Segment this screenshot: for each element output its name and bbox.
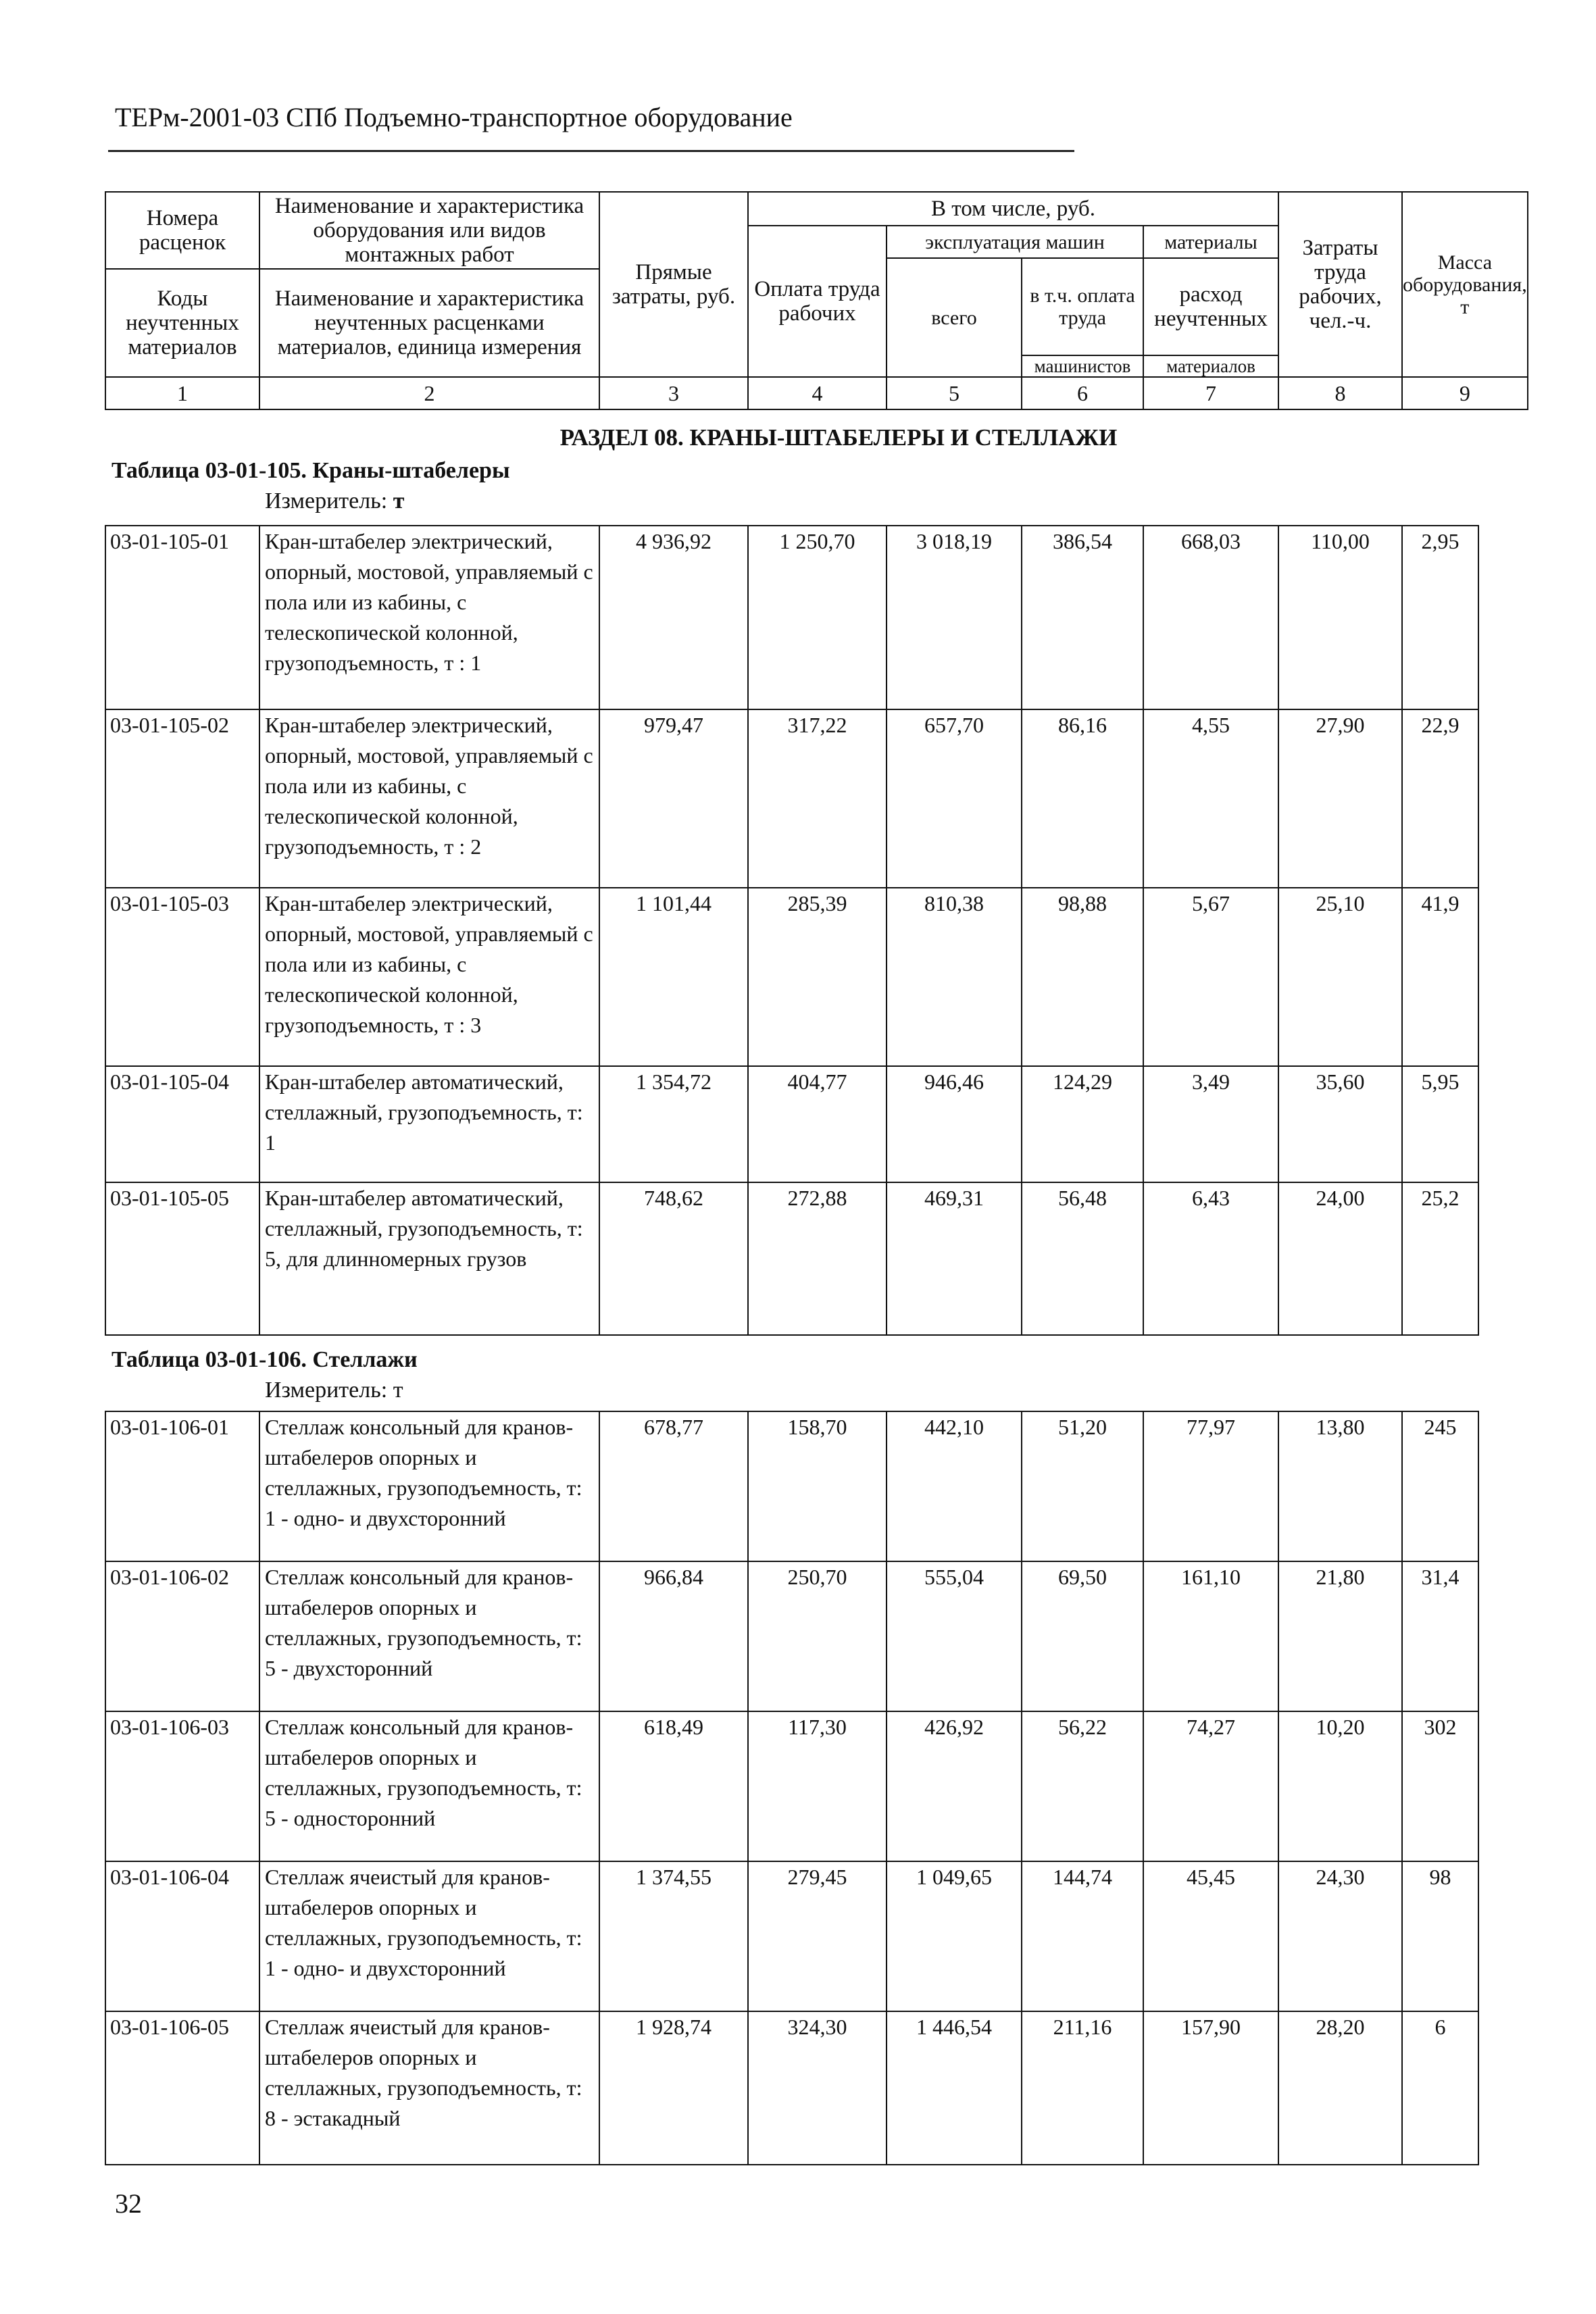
row-name: Стеллаж консольный для кранов-штабелеров опорных и стеллажных, грузоподъемность, т: 5 - односторонний <box>259 1711 599 1861</box>
header-pryamye: Прямые затраты, руб. <box>599 192 748 377</box>
table-106-measure: Измеритель: т <box>265 1378 403 1403</box>
row-oplata: 250,70 <box>748 1561 887 1711</box>
header-ekspl: эксплуатация машин <box>887 226 1143 258</box>
col-num: 5 <box>887 377 1022 409</box>
page-number: 32 <box>115 2188 142 2219</box>
row-vsego: 810,38 <box>887 888 1022 1066</box>
row-pryamye: 1 101,44 <box>599 888 748 1066</box>
header-rashod: расход неучтенных <box>1143 258 1278 355</box>
page-header-title: ТЕРм-2001-03 СПб Подъемно-транспортное оборудование <box>115 102 793 132</box>
row-vsego: 657,70 <box>887 709 1022 888</box>
row-pryamye: 748,62 <box>599 1182 748 1335</box>
header-vtom: В том числе, руб. <box>748 192 1278 226</box>
table-105-title: Таблица 03-01-105. Краны-штабелеры <box>111 458 510 483</box>
row-vsego: 426,92 <box>887 1711 1022 1861</box>
row-mat: 3,49 <box>1143 1066 1278 1182</box>
row-oplata: 404,77 <box>748 1066 887 1182</box>
row-mat: 74,27 <box>1143 1711 1278 1861</box>
row-code: 03-01-106-01 <box>105 1411 259 1561</box>
table-row <box>105 1411 1478 1561</box>
row-vsego: 3 018,19 <box>887 526 1022 709</box>
table-row <box>105 1066 1478 1182</box>
header-massa: Масса оборудования, т <box>1402 192 1528 377</box>
row-mat: 6,43 <box>1143 1182 1278 1335</box>
row-mash: 56,22 <box>1022 1711 1143 1861</box>
table-105 <box>105 525 1479 1336</box>
row-trud: 21,80 <box>1278 1561 1402 1711</box>
row-vsego: 442,10 <box>887 1411 1022 1561</box>
row-trud: 28,20 <box>1278 2011 1402 2165</box>
row-vsego: 1 049,65 <box>887 1861 1022 2011</box>
row-oplata: 279,45 <box>748 1861 887 2011</box>
row-mat: 161,10 <box>1143 1561 1278 1711</box>
col-num: 3 <box>599 377 748 409</box>
row-trud: 24,30 <box>1278 1861 1402 2011</box>
col-num: 7 <box>1143 377 1278 409</box>
header-rule <box>108 150 1074 152</box>
row-code: 03-01-106-04 <box>105 1861 259 2011</box>
row-trud: 13,80 <box>1278 1411 1402 1561</box>
row-oplata: 1 250,70 <box>748 526 887 709</box>
row-code: 03-01-105-01 <box>105 526 259 709</box>
row-pryamye: 966,84 <box>599 1561 748 1711</box>
row-name: Кран-штабелер автоматический, стеллажный, грузоподъемность, т: 5, для длинномерных грузов <box>259 1182 599 1335</box>
table-row <box>105 526 1478 709</box>
row-mash: 51,20 <box>1022 1411 1143 1561</box>
row-mash: 69,50 <box>1022 1561 1143 1711</box>
col-num: 9 <box>1402 377 1528 409</box>
row-name: Кран-штабелер автоматический, стеллажный, грузоподъемность, т: 1 <box>259 1066 599 1182</box>
table-row <box>105 1861 1478 2011</box>
table-row <box>105 1561 1478 1711</box>
row-trud: 10,20 <box>1278 1711 1402 1861</box>
header-naim-materials: Наименование и характеристика неучтенных расценками материалов, единица измерения <box>259 269 599 377</box>
table-row <box>105 1711 1478 1861</box>
row-mat: 668,03 <box>1143 526 1278 709</box>
row-pryamye: 1 928,74 <box>599 2011 748 2165</box>
row-mat: 157,90 <box>1143 2011 1278 2165</box>
row-code: 03-01-105-02 <box>105 709 259 888</box>
row-oplata: 272,88 <box>748 1182 887 1335</box>
row-code: 03-01-106-03 <box>105 1711 259 1861</box>
row-vsego: 1 446,54 <box>887 2011 1022 2165</box>
row-mash: 211,16 <box>1022 2011 1143 2165</box>
header-naim-works: Наименование и характеристика оборудования или видов монтажных работ <box>259 192 599 269</box>
table-row <box>105 1182 1478 1335</box>
row-code: 03-01-106-05 <box>105 2011 259 2165</box>
row-name: Стеллаж ячеистый для кранов-штабелеров опорных и стеллажных, грузоподъемность, т: 8 - эстакадный <box>259 2011 599 2165</box>
table-row <box>105 2011 1478 2165</box>
row-vsego: 469,31 <box>887 1182 1022 1335</box>
row-pryamye: 1 354,72 <box>599 1066 748 1182</box>
row-oplata: 324,30 <box>748 2011 887 2165</box>
row-name: Кран-штабелер электрический, опорный, мостовой, управляемый с пола или из кабины, с телескопической колонной, грузоподъемность, т : 3 <box>259 888 599 1066</box>
row-mat: 5,67 <box>1143 888 1278 1066</box>
column-header-table <box>105 191 1528 410</box>
col-num: 6 <box>1022 377 1143 409</box>
row-massa: 22,9 <box>1402 709 1478 888</box>
row-code: 03-01-105-05 <box>105 1182 259 1335</box>
row-trud: 110,00 <box>1278 526 1402 709</box>
row-name: Кран-штабелер электрический, опорный, мостовой, управляемый с пола или из кабины, с телескопической колонной, грузоподъемность, т : 1 <box>259 526 599 709</box>
row-vsego: 946,46 <box>887 1066 1022 1182</box>
row-massa: 31,4 <box>1402 1561 1478 1711</box>
header-vsego: всего <box>887 258 1022 377</box>
row-massa: 5,95 <box>1402 1066 1478 1182</box>
row-oplata: 117,30 <box>748 1711 887 1861</box>
row-oplata: 317,22 <box>748 709 887 888</box>
row-mash: 386,54 <box>1022 526 1143 709</box>
col-num: 8 <box>1278 377 1402 409</box>
row-name: Кран-штабелер электрический, опорный, мостовой, управляемый с пола или из кабины, с телескопической колонной, грузоподъемность, т : 2 <box>259 709 599 888</box>
row-name: Стеллаж консольный для кранов-штабелеров опорных и стеллажных, грузоподъемность, т: 5 - двухсторонний <box>259 1561 599 1711</box>
row-code: 03-01-106-02 <box>105 1561 259 1711</box>
row-pryamye: 678,77 <box>599 1411 748 1561</box>
row-oplata: 158,70 <box>748 1411 887 1561</box>
row-pryamye: 1 374,55 <box>599 1861 748 2011</box>
table-105-measure: Измеритель: т <box>265 488 405 513</box>
row-trud: 25,10 <box>1278 888 1402 1066</box>
row-mat: 45,45 <box>1143 1861 1278 2011</box>
table-row <box>105 709 1478 888</box>
row-trud: 24,00 <box>1278 1182 1402 1335</box>
row-massa: 25,2 <box>1402 1182 1478 1335</box>
row-trud: 27,90 <box>1278 709 1402 888</box>
row-massa: 2,95 <box>1402 526 1478 709</box>
col-num: 4 <box>748 377 887 409</box>
col-num: 2 <box>259 377 599 409</box>
row-massa: 6 <box>1402 2011 1478 2165</box>
row-pryamye: 979,47 <box>599 709 748 888</box>
header-oplata: Оплата труда рабочих <box>748 226 887 377</box>
row-mash: 56,48 <box>1022 1182 1143 1335</box>
row-mat: 77,97 <box>1143 1411 1278 1561</box>
row-oplata: 285,39 <box>748 888 887 1066</box>
row-code: 03-01-105-03 <box>105 888 259 1066</box>
row-trud: 35,60 <box>1278 1066 1402 1182</box>
table-row <box>105 888 1478 1066</box>
header-kody: Коды неучтенных материалов <box>105 269 259 377</box>
header-materialy: материалы <box>1143 226 1278 258</box>
col-num: 1 <box>105 377 259 409</box>
row-massa: 41,9 <box>1402 888 1478 1066</box>
table-106-title: Таблица 03-01-106. Стеллажи <box>111 1347 418 1372</box>
row-mash: 124,29 <box>1022 1066 1143 1182</box>
header-mashinistov: машинистов <box>1022 355 1143 377</box>
row-mash: 98,88 <box>1022 888 1143 1066</box>
row-pryamye: 4 936,92 <box>599 526 748 709</box>
row-pryamye: 618,49 <box>599 1711 748 1861</box>
row-mat: 4,55 <box>1143 709 1278 888</box>
row-mash: 86,16 <box>1022 709 1143 888</box>
row-name: Стеллаж ячеистый для кранов-штабелеров опорных и стеллажных, грузоподъемность, т: 1 - одно- и двухсторонний <box>259 1861 599 2011</box>
row-massa: 245 <box>1402 1411 1478 1561</box>
section-title: РАЗДЕЛ 08. КРАНЫ-ШТАБЕЛЕРЫ И СТЕЛЛАЖИ <box>559 424 1118 451</box>
row-code: 03-01-105-04 <box>105 1066 259 1182</box>
row-vsego: 555,04 <box>887 1561 1022 1711</box>
row-massa: 98 <box>1402 1861 1478 2011</box>
row-massa: 302 <box>1402 1711 1478 1861</box>
row-mash: 144,74 <box>1022 1861 1143 2011</box>
header-vtch: в т.ч. оплата труда <box>1022 258 1143 355</box>
header-zatraty: Затраты труда рабочих, чел.-ч. <box>1278 192 1402 377</box>
row-name: Стеллаж консольный для кранов-штабелеров опорных и стеллажных, грузоподъемность, т: 1 - одно- и двухсторонний <box>259 1411 599 1561</box>
header-nomera: Номера расценок <box>105 192 259 269</box>
table-106 <box>105 1411 1479 2165</box>
header-rashod-materialov: материалов <box>1143 355 1278 377</box>
